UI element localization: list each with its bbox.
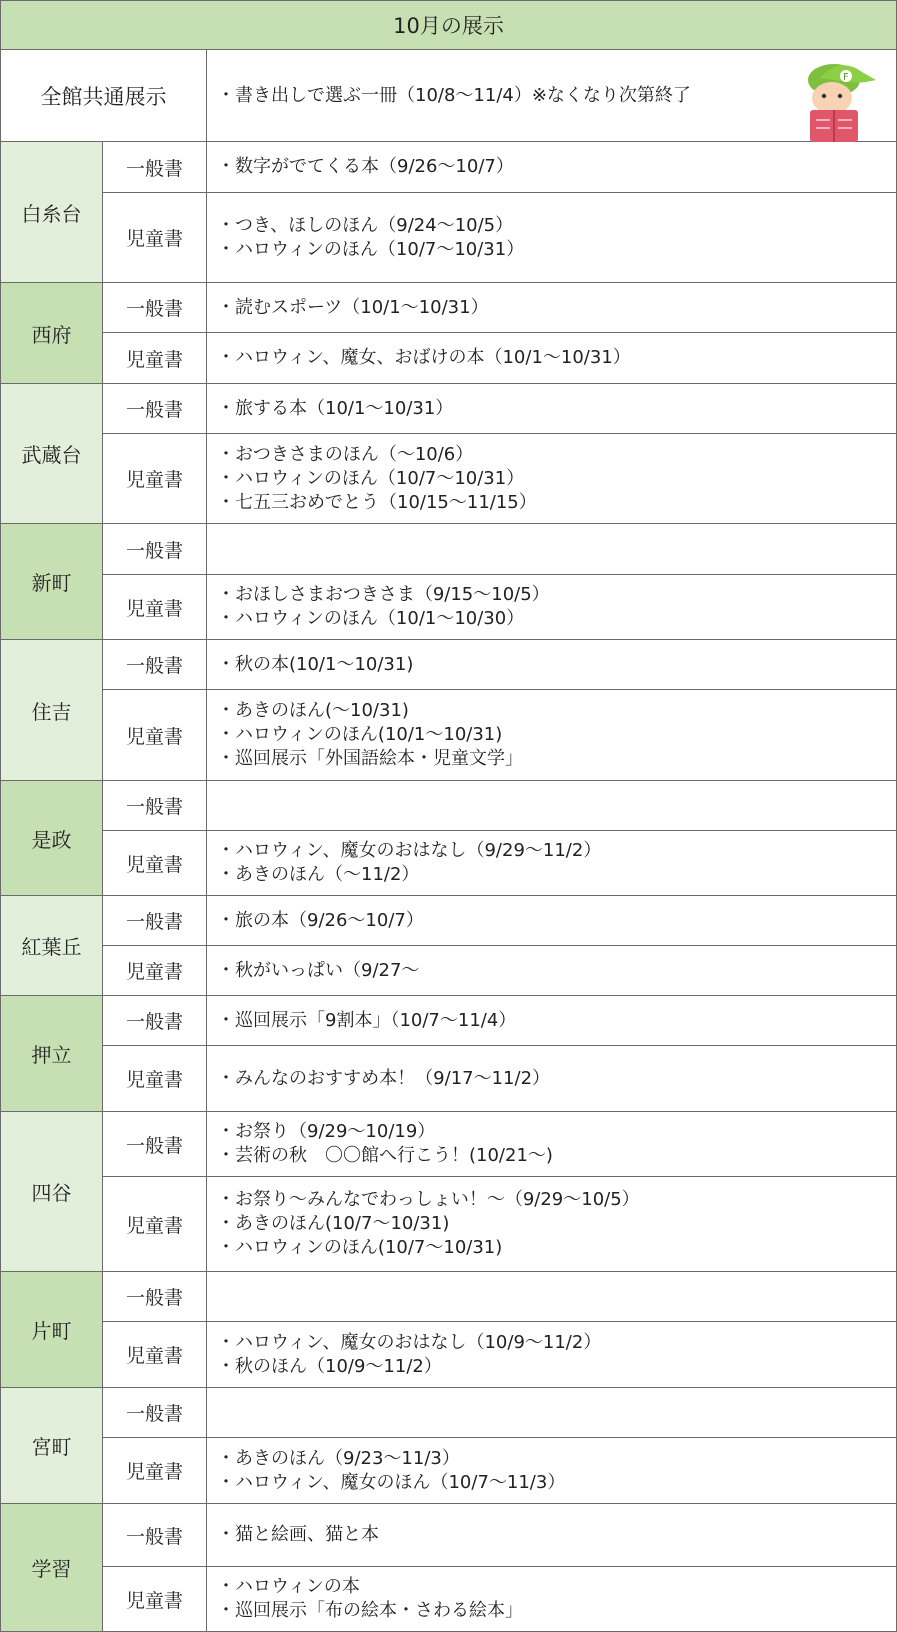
category-children: [103, 1046, 207, 1112]
category-label: 児童書: [125, 725, 183, 748]
category-label: 児童書: [125, 1214, 183, 1237]
exhibit-item: ・秋がいっぱい（9/27～: [217, 959, 420, 981]
exhibit-item: ・旅する本（10/1～10/31）: [217, 397, 454, 419]
branch-name-cell: [0, 524, 103, 640]
category-general: [103, 384, 207, 434]
branch-name: 西府: [31, 322, 72, 347]
branch-name: 是政: [31, 827, 72, 852]
branch-name: 押立: [31, 1043, 72, 1067]
exhibit-item: ・数字がでてくる本（9/26～10/7）: [217, 156, 514, 177]
exhibit-item: ・ハロウィンのほん（10/7～10/31）: [217, 467, 525, 489]
exhibit-item: ・ハロウィンのほん(10/1～10/31): [217, 724, 503, 745]
branch-name-cell: [0, 1112, 103, 1272]
exhibit-item: ・ハロウィン、魔女、おばけの本（10/1～10/31）: [217, 347, 631, 368]
branch-name-cell: [0, 142, 103, 283]
common-exhibit-item: ・書き出しで選ぶ一冊（10/8～11/4）※なくなり次第終了: [217, 84, 691, 106]
exhibit-item: ・ハロウィン、魔女のおはなし（9/29～11/2）: [217, 840, 602, 861]
table-title-text: 10月の展示: [393, 14, 504, 38]
general-items: [207, 1272, 897, 1322]
children-items: [207, 1177, 897, 1272]
category-children: [103, 434, 207, 524]
common-exhibit-label-text: 全館共通展示: [40, 84, 167, 109]
children-items: [207, 575, 897, 640]
common-exhibit-items: [207, 50, 897, 142]
branch-name-cell: [0, 283, 103, 384]
exhibit-item: ・猫と絵画、猫と本: [217, 1524, 379, 1545]
children-items: [207, 434, 897, 524]
category-children: [103, 333, 207, 384]
branch-name-cell: [0, 781, 103, 896]
svg-text:F: F: [843, 72, 849, 83]
category-children: [103, 1567, 207, 1632]
category-general: [103, 1388, 207, 1438]
category-label: 一般書: [125, 655, 183, 677]
exhibit-item: ・旅の本（9/26～10/7）: [217, 909, 424, 931]
branch-name: 宮町: [31, 1435, 72, 1459]
children-items: [207, 946, 897, 996]
branch-name: 片町: [31, 1319, 72, 1343]
children-items: [207, 690, 897, 781]
category-general: [103, 283, 207, 333]
exhibit-item: ・ハロウィンのほん(10/7～10/31): [217, 1237, 503, 1258]
exhibit-item: ・ハロウィンの本: [217, 1576, 360, 1597]
category-general: [103, 1504, 207, 1567]
category-general: [103, 1112, 207, 1177]
children-items: [207, 193, 897, 283]
general-items: [207, 781, 897, 831]
branch-name-cell: [0, 896, 103, 996]
branch-name-cell: [0, 1272, 103, 1388]
exhibit-item: ・ハロウィンのほん（10/7～10/31）: [217, 238, 525, 260]
exhibit-item: ・芸術の秋 〇〇館へ行こう！(10/21～): [217, 1145, 553, 1166]
children-items: [207, 1322, 897, 1388]
exhibit-item: ・読むスポーツ（10/1～10/31）: [217, 296, 489, 318]
category-general: [103, 640, 207, 690]
category-label: 一般書: [125, 1134, 183, 1157]
category-label: 児童書: [125, 228, 183, 250]
category-label: 児童書: [125, 348, 183, 371]
category-label: 児童書: [125, 1461, 183, 1483]
general-items: [207, 142, 897, 193]
category-general: [103, 781, 207, 831]
exhibit-item: ・ハロウィン、魔女のほん（10/7～11/3）: [217, 1471, 566, 1493]
branch-name: 住吉: [31, 699, 72, 724]
exhibit-item: ・お祭り～みんなでわっしょい！～（9/29～10/5）: [217, 1189, 640, 1210]
exhibit-item: ・つき、ほしのほん（9/24～10/5）: [217, 214, 514, 236]
exhibit-item: ・巡回展示「布の絵本・さわる絵本」: [217, 1600, 523, 1621]
common-exhibit-label: [0, 50, 207, 142]
category-label: 一般書: [125, 298, 183, 320]
children-items: [207, 333, 897, 384]
branch-name-cell: [0, 1504, 103, 1632]
category-children: [103, 193, 207, 283]
exhibit-item: ・あきのほん(10/7～10/31): [217, 1213, 450, 1234]
branch-name: 四谷: [31, 1181, 72, 1205]
category-label: 一般書: [125, 796, 183, 818]
exhibit-item: ・お祭り（9/29～10/19）: [217, 1121, 436, 1142]
general-items: [207, 283, 897, 333]
exhibit-item: ・七五三おめでとう（10/15～11/15）: [217, 491, 537, 513]
exhibit-item: ・秋のほん（10/9～11/2）: [217, 1355, 442, 1377]
general-items: [207, 640, 897, 690]
category-label: 児童書: [125, 961, 183, 983]
category-label: 児童書: [125, 1345, 183, 1367]
general-items: [207, 524, 897, 575]
exhibit-item: ・おほしさまおつきさま（9/15～10/5）: [217, 584, 550, 605]
category-children: [103, 1438, 207, 1504]
category-label: 一般書: [125, 911, 183, 933]
children-items: [207, 1046, 897, 1112]
category-label: 児童書: [125, 1589, 183, 1612]
category-label: 一般書: [125, 399, 183, 421]
category-general: [103, 996, 207, 1046]
category-general: [103, 896, 207, 946]
exhibit-item: ・ハロウィンのほん（10/1～10/30）: [217, 608, 525, 629]
category-children: [103, 1177, 207, 1272]
category-label: 一般書: [125, 1525, 183, 1548]
exhibit-item: ・あきのほん(～10/31): [217, 700, 409, 721]
general-items: [207, 1112, 897, 1177]
exhibit-item: ・秋の本(10/1～10/31): [217, 653, 414, 675]
general-items: [207, 1504, 897, 1567]
category-children: [103, 946, 207, 996]
children-items: [207, 1438, 897, 1504]
category-general: [103, 524, 207, 575]
branch-name: 紅葉丘: [21, 935, 82, 959]
category-children: [103, 1322, 207, 1388]
branch-name-cell: [0, 384, 103, 524]
reading-child-icon: [800, 58, 880, 142]
children-items: [207, 1567, 897, 1632]
category-children: [103, 831, 207, 896]
exhibit-item: ・巡回展示「9割本」（10/7～11/4）: [217, 1009, 517, 1031]
exhibit-item: ・ハロウィン、魔女のおはなし（10/9～11/2）: [217, 1331, 602, 1353]
general-items: [207, 896, 897, 946]
category-label: 児童書: [125, 469, 183, 491]
exhibit-item: ・巡回展示「外国語絵本・児童文学」: [217, 748, 523, 769]
category-label: 児童書: [125, 1069, 183, 1091]
category-general: [103, 142, 207, 193]
branch-name-cell: [0, 1388, 103, 1504]
exhibit-item: ・あきのほん（～11/2）: [217, 864, 420, 885]
category-children: [103, 690, 207, 781]
branch-name: 白糸台: [21, 201, 82, 226]
exhibit-item: ・あきのほん（9/23～11/3）: [217, 1447, 460, 1469]
category-label: 一般書: [125, 1287, 183, 1309]
general-items: [207, 996, 897, 1046]
category-label: 一般書: [125, 1403, 183, 1425]
category-label: 児童書: [125, 853, 183, 876]
table-title: [0, 0, 897, 50]
category-label: 一般書: [125, 539, 183, 562]
category-label: 一般書: [125, 157, 183, 180]
branch-name: 学習: [31, 1557, 72, 1581]
category-label: 一般書: [125, 1011, 183, 1033]
general-items: [207, 1388, 897, 1438]
general-items: [207, 384, 897, 434]
branch-name-cell: [0, 640, 103, 781]
branch-name: 武蔵台: [21, 443, 82, 467]
exhibit-item: ・おつきさまのほん（～10/6）: [217, 443, 474, 465]
category-label: 児童書: [125, 597, 183, 620]
exhibit-item: ・みんなのおすすめ本！（9/17～11/2）: [217, 1067, 551, 1089]
category-children: [103, 575, 207, 640]
children-items: [207, 831, 897, 896]
category-general: [103, 1272, 207, 1322]
branch-name-cell: [0, 996, 103, 1112]
branch-name: 新町: [31, 571, 72, 595]
